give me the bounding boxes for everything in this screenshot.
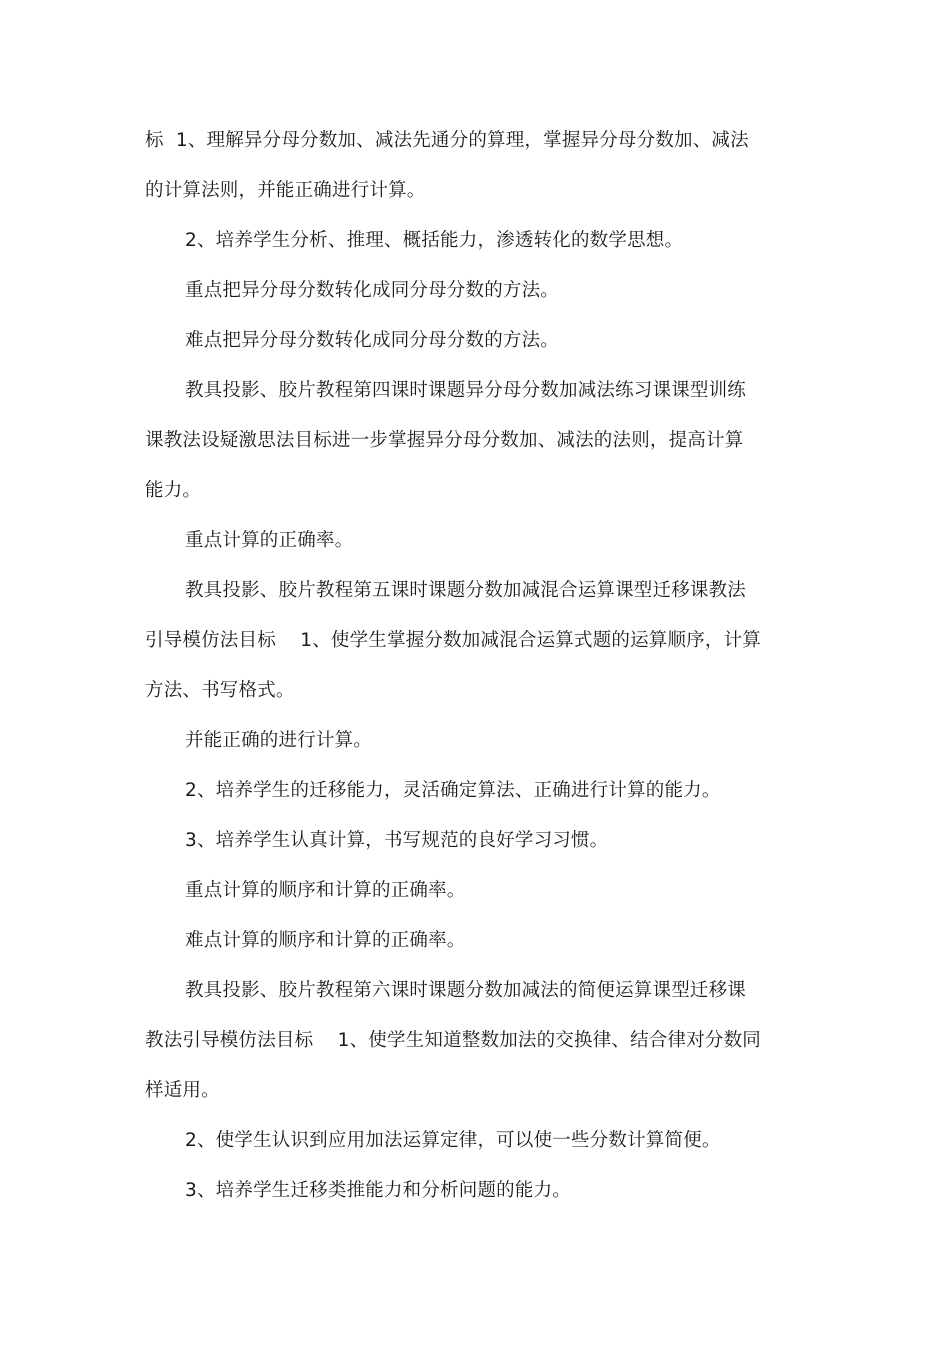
- text-line-1: 标 1、理解异分母分数加、减法先通分的算理，掌握异分母分数加、减法: [145, 130, 749, 151]
- text-line-3: 2、培养学生分析、推理、概括能力，渗透转化的数学思想。: [185, 230, 684, 251]
- text-line-8: 能力。: [145, 480, 202, 501]
- text-line-22: 3、培养学生迁移类推能力和分析问题的能力。: [185, 1180, 571, 1201]
- text-line-18: 教具投影、胶片教程第六课时课题分数加减法的简便运算课型迁移课: [185, 980, 747, 1001]
- text-line-16: 重点计算的顺序和计算的正确率。: [185, 880, 466, 901]
- text-line-9: 重点计算的正确率。: [185, 530, 354, 551]
- text-line-6: 教具投影、胶片教程第四课时课题异分母分数加减法练习课课型训练: [185, 380, 747, 401]
- text-line-5: 难点把异分母分数转化成同分母分数的方法。: [185, 330, 560, 351]
- text-line-17: 难点计算的顺序和计算的正确率。: [185, 930, 466, 951]
- text-line-12: 方法、书写格式。: [145, 680, 295, 701]
- text-line-19: 教法引导模仿法目标 1、使学生知道整数加法的交换律、结合律对分数同: [145, 1030, 761, 1051]
- text-line-21: 2、使学生认识到应用加法运算定律，可以使一些分数计算简便。: [185, 1130, 721, 1151]
- text-line-2: 的计算法则，并能正确进行计算。: [145, 180, 426, 201]
- text-line-10: 教具投影、胶片教程第五课时课题分数加减混合运算课型迁移课教法: [185, 580, 747, 601]
- text-line-11: 引导模仿法目标 1、使学生掌握分数加减混合运算式题的运算顺序，计算: [145, 630, 761, 651]
- text-line-20: 样适用。: [145, 1080, 220, 1101]
- text-line-13: 并能正确的进行计算。: [185, 730, 373, 751]
- text-line-15: 3、培养学生认真计算，书写规范的良好学习习惯。: [185, 830, 609, 851]
- text-line-7: 课教法设疑激思法目标进一步掌握异分母分数加、减法的法则，提高计算: [145, 430, 744, 451]
- text-line-14: 2、培养学生的迁移能力，灵活确定算法、正确进行计算的能力。: [185, 780, 721, 801]
- text-line-4: 重点把异分母分数转化成同分母分数的方法。: [185, 280, 560, 301]
